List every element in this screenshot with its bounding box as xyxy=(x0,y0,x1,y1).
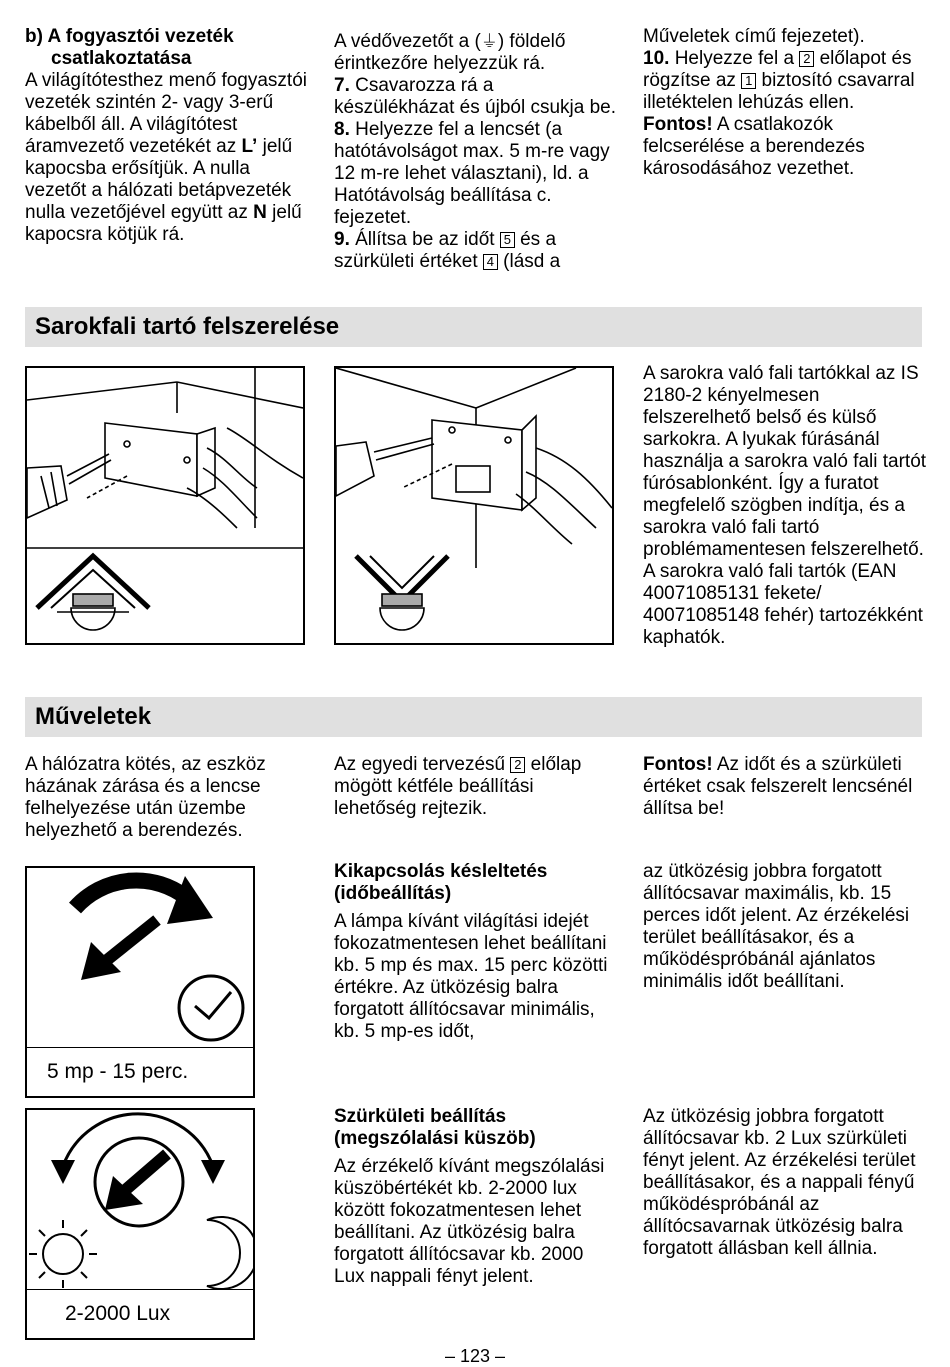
rotate-clockwise-icon xyxy=(27,868,253,1050)
ref-4-icon: 4 xyxy=(483,254,498,270)
drill-outer-corner-icon xyxy=(336,368,612,643)
lux-text xyxy=(334,1106,619,1288)
connection-text-column xyxy=(25,26,307,246)
time-adjust-illustration xyxy=(25,866,255,1098)
step-7: 7. Csavarozza rá a készülékházat és újból csukja be. xyxy=(334,75,616,118)
operations-intro-2: Az egyedi tervezésű 2 előlap mögött kétféle beállítási lehetőség rejtezik. xyxy=(334,754,582,819)
step-8: 8. Helyezze fel a lencsét (a hatótávolságot max. 5 m-re vagy 12 m-re lehet választani), ld. a Hatótávolság beállítása c. fejezetet. xyxy=(334,119,610,228)
time-caption: 5 mp - 15 perc. xyxy=(27,1047,253,1096)
steps-column-2 xyxy=(643,26,928,180)
ref-5-icon: 5 xyxy=(500,232,515,248)
time-paragraph: A lámpa kívánt világítási idejét fokozatmentesen lehet beállítani kb. 5 mp és max. 15 perc közötti értékre. Az ütközésig balra forgatott állítócsavar minimális, kb. 5 mp-es időt, xyxy=(334,911,608,1042)
ground-icon: ⏚ xyxy=(480,32,498,51)
corner-mount-paragraph: A sarokra való fali tartókkal az IS 2180-2 kényelmesen felszerelhető belső és külső sarkokra. A lyukak fúrásánál használja a sarokra való fali tartót fúrósablonként. Így a furatot megfelelő szögben indítja, és a sarokra való fali tartó problémamentesen felszerelhető. A sarokra való fali tartók (EAN 40071085131 fekete/ 40071085148 fehér) tartozékként kaphatók. xyxy=(643,363,927,648)
ground-paragraph: A védővezetőt a (⏚) földelő érintkezőre helyezzük rá. xyxy=(334,31,566,74)
drill-inner-corner-icon xyxy=(27,368,303,643)
time-text-cont: az ütközésig jobbra forgatott állítócsavar maximális, kb. 15 perces időt jelent. Az érzékelési terület beállításakor, és a működéspróbánál ajánlatos minimális időt beállítani. xyxy=(643,861,910,992)
ref-1-icon: 1 xyxy=(741,73,756,89)
operations-intro-3: Fontos! Az időt és a szürkületi értéket csak felszerelt lencsénél állítsa be! xyxy=(643,754,913,819)
section-title: Sarokfali tartó felszerelése xyxy=(35,313,340,340)
steps-column xyxy=(334,31,619,273)
time-text xyxy=(334,861,619,1043)
section-banner-corner-mount xyxy=(25,307,922,347)
rotate-both-ways-icon xyxy=(27,1110,253,1292)
lux-adjust-illustration xyxy=(25,1108,255,1340)
operations-intro-1: A hálózatra kötés, az eszköz házának zárása és a lencse felhelyezése után üzembe helyezhető a berendezés. xyxy=(25,754,266,841)
ref-2-icon: 2 xyxy=(799,51,814,67)
outer-corner-illustration xyxy=(334,366,614,645)
lux-text-cont: Az ütközésig jobbra forgatott állítócsavar kb. 2 Lux szürkületi fényt jelent. Az érzékelési terület beállításakor, és a nappali fényű működéspróbánál az állítócsavarnak ütközésig balra forgatott állásban kell állnia. xyxy=(643,1106,916,1259)
continuation-text: Műveletek című fejezetet). xyxy=(643,26,865,47)
section-heading-b: b) A fogyasztói vezeték csatlakoztatása xyxy=(25,26,234,69)
warning-paragraph: Fontos! A csatlakozók felcserélése a berendezés károsodásához vezethet. xyxy=(643,114,865,179)
inner-corner-illustration xyxy=(25,366,305,645)
ref-2-icon: 2 xyxy=(510,757,525,773)
section-title: Műveletek xyxy=(35,703,152,730)
lux-heading: Szürkületi beállítás (megszólalási küszöb) xyxy=(334,1106,536,1149)
section-banner-operations xyxy=(25,697,922,737)
connection-paragraph: A világítótesthez menő fogyasztói vezeték szintén 2- vagy 3-erű kábelből áll. A világítótest áramvezető vezetékét az L’ jelű kapocsba erősítjük. A nulla vezetőt a hálózati betápvezeték nulla vezetőjével együtt az N jelű kapocsra kötjük rá. xyxy=(25,70,307,245)
step-9: 9. Állítsa be az időt 5 és a szürkületi értéket 4 (lásd a xyxy=(334,229,561,272)
lux-caption: 2-2000 Lux xyxy=(27,1289,253,1338)
time-heading: Kikapcsolás késleltetés (időbeállítás) xyxy=(334,861,548,904)
step-10: 10. Helyezze fel a 2 előlapot és rögzítse az 1 biztosító csavarral illetéktelen lehúzás ellen. xyxy=(643,48,915,113)
corner-mount-text xyxy=(643,363,928,649)
lux-paragraph: Az érzékelő kívánt megszólalási küszöbértékét kb. 2-2000 lux között fokozatmentesen lehet beállítani. Az ütközésig balra forgatott állítócsavar kb. 2000 Lux nappali fényt jelent. xyxy=(334,1156,605,1287)
page-number: – 123 – xyxy=(444,1346,506,1366)
